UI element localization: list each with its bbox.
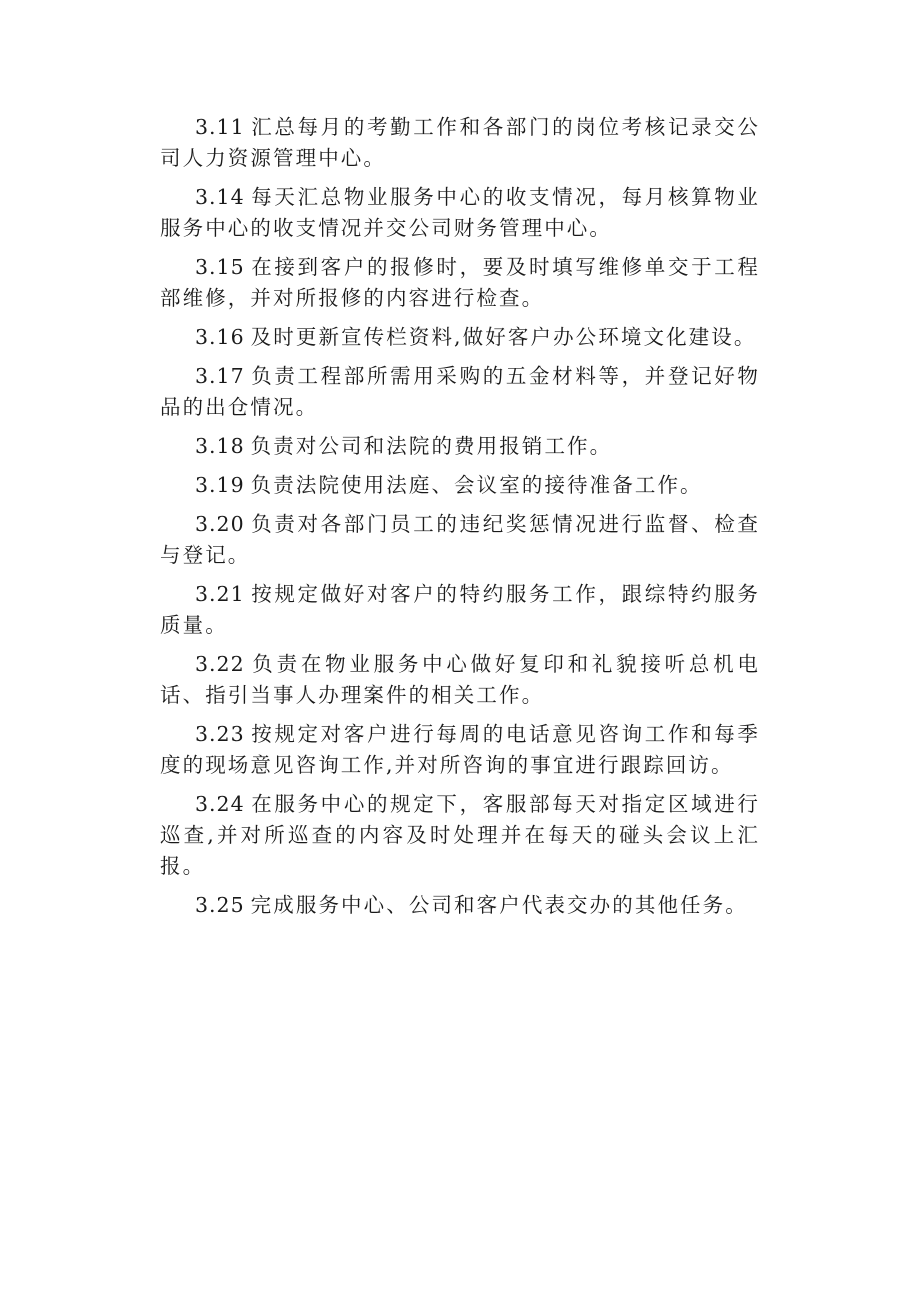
- paragraph-text: 每天汇总物业服务中心的收支情况，每月核算物业服务中心的收支情况并交公司财务管理中心。: [160, 185, 760, 240]
- paragraph-text: 及时更新宣传栏资料,做好客户办公环境文化建设。: [250, 325, 757, 349]
- paragraph-text: 负责在物业服务中心做好复印和礼貌接听总机电话、指引当事人办理案件的相关工作。: [160, 652, 760, 707]
- paragraph-3-20: [160, 509, 760, 571]
- paragraph-3-22: [160, 649, 760, 711]
- paragraph-number: 3.24: [195, 792, 245, 816]
- paragraph-3-18: [160, 431, 760, 462]
- paragraph-number: 3.19: [195, 473, 245, 497]
- paragraph-number: 3.18: [195, 434, 245, 458]
- document-body: [160, 112, 760, 929]
- paragraph-text: 汇总每月的考勤工作和各部门的岗位考核记录交公司人力资源管理中心。: [160, 115, 760, 170]
- paragraph-number: 3.14: [195, 185, 245, 209]
- paragraph-3-25: [160, 890, 760, 921]
- paragraph-text: 负责工程部所需用采购的五金材料等，并登记好物品的出仓情况。: [160, 364, 760, 419]
- paragraph-text: 在服务中心的规定下，客服部每天对指定区域进行巡查,并对所巡查的内容及时处理并在每天的碰头会议上汇报。: [160, 792, 760, 878]
- paragraph-text: 按规定做好对客户的特约服务工作，跟综特约服务质量。: [160, 582, 760, 637]
- paragraph-number: 3.20: [195, 512, 245, 536]
- paragraph-3-15: [160, 252, 760, 314]
- paragraph-3-24: [160, 789, 760, 882]
- paragraph-3-16: [160, 322, 760, 353]
- paragraph-3-19: [160, 470, 760, 501]
- paragraph-number: 3.22: [195, 652, 245, 676]
- paragraph-3-14: [160, 182, 760, 244]
- paragraph-number: 3.15: [195, 255, 245, 279]
- paragraph-number: 3.16: [195, 325, 245, 349]
- paragraph-number: 3.25: [195, 893, 245, 917]
- paragraph-3-17: [160, 361, 760, 423]
- paragraph-3-23: [160, 719, 760, 781]
- paragraph-text: 按规定对客户进行每周的电话意见咨询工作和每季度的现场意见咨询工作,并对所咨询的事宜进行跟踪回访。: [160, 722, 760, 777]
- paragraph-text: 在接到客户的报修时，要及时填写维修单交于工程部维修，并对所报修的内容进行检查。: [160, 255, 760, 310]
- paragraph-text: 负责对公司和法院的费用报销工作。: [250, 434, 613, 458]
- paragraph-3-11: [160, 112, 760, 174]
- paragraph-number: 3.23: [195, 722, 245, 746]
- paragraph-number: 3.11: [195, 115, 245, 139]
- paragraph-number: 3.17: [195, 364, 245, 388]
- paragraph-text: 完成服务中心、公司和客户代表交办的其他任务。: [250, 893, 748, 917]
- paragraph-3-21: [160, 579, 760, 641]
- paragraph-text: 负责对各部门员工的违纪奖惩情况进行监督、检查与登记。: [160, 512, 760, 567]
- paragraph-number: 3.21: [195, 582, 245, 606]
- paragraph-text: 负责法院使用法庭、会议室的接待准备工作。: [250, 473, 703, 497]
